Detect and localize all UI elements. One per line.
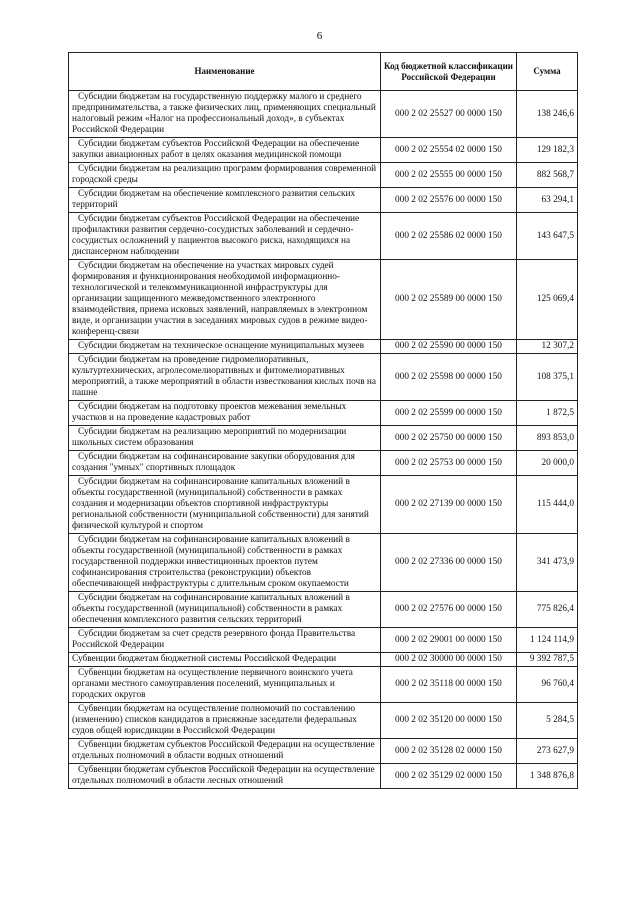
row-code-cell: 000 2 02 29001 00 0000 150: [381, 628, 517, 653]
row-sum-cell: 273 627,9: [517, 739, 578, 764]
table-row: [69, 592, 578, 628]
row-code-cell: 000 2 02 35118 00 0000 150: [381, 667, 517, 703]
row-code-cell: 000 2 02 30000 00 0000 150: [381, 653, 517, 667]
row-sum-cell: 138 246,6: [517, 91, 578, 138]
row-sum-cell: 20 000,0: [517, 451, 578, 476]
table-row: [69, 138, 578, 163]
row-code-cell: 000 2 02 25753 00 0000 150: [381, 451, 517, 476]
row-name-cell: Субсидии бюджетам на софинансирование капитальных вложений в объекты государственной (муниципальной) собственности в рамках создания и модернизации объектов спортивной инфраструктуры региональной собственности (муниципальной собственности) для занятий физической культурой и спортом: [69, 476, 381, 534]
table-row: [69, 401, 578, 426]
page-number: 6: [316, 30, 323, 42]
row-name-cell: Субсидии бюджетам за счет средств резервного фонда Правительства Российской Федерации: [69, 628, 381, 653]
row-sum-cell: 893 853,0: [517, 426, 578, 451]
row-sum-cell: 115 444,0: [517, 476, 578, 534]
row-sum-cell: 1 348 876,8: [517, 764, 578, 789]
row-name-cell: Субсидии бюджетам на техническое оснащение муниципальных музеев: [69, 340, 381, 354]
row-sum-cell: 1 124 114,9: [517, 628, 578, 653]
row-sum-cell: 143 647,5: [517, 213, 578, 260]
table-row: [69, 163, 578, 188]
row-name-cell: Субсидии бюджетам на подготовку проектов межевания земельных участков и на проведение кадастровых работ: [69, 401, 381, 426]
row-sum-cell: 775 826,4: [517, 592, 578, 628]
row-sum-cell: 96 760,4: [517, 667, 578, 703]
row-code-cell: 000 2 02 25598 00 0000 150: [381, 354, 517, 401]
row-name-cell: Субсидии бюджетам на реализацию программ формирования современной городской среды: [69, 163, 381, 188]
budget-revenue-table: [68, 52, 578, 789]
row-code-cell: 000 2 02 35128 02 0000 150: [381, 739, 517, 764]
header-code: Код бюджетной классификации Российской Федерации: [381, 53, 517, 91]
row-sum-cell: 341 473,9: [517, 534, 578, 592]
row-sum-cell: 125 069,4: [517, 260, 578, 340]
table-row: [69, 534, 578, 592]
table-row: [69, 188, 578, 213]
row-name-cell: Субвенции бюджетам на осуществление полномочий по составлению (изменению) списков кандидатов в присяжные заседатели федеральных судов общей юрисдикции в Российской Федерации: [69, 703, 381, 739]
row-code-cell: 000 2 02 25750 00 0000 150: [381, 426, 517, 451]
header-sum: Сумма: [517, 53, 578, 91]
row-name-cell: Субсидии бюджетам на государственную поддержку малого и среднего предпринимательства, а также физических лиц, применяющих специальный налоговый режим «Налог на профессиональный доход», в субъектах Российской Федерации: [69, 91, 381, 138]
table-row: [69, 628, 578, 653]
table-row: [69, 667, 578, 703]
row-name-cell: Субсидии бюджетам на реализацию мероприятий по модернизации школьных систем образования: [69, 426, 381, 451]
row-code-cell: 000 2 02 25555 00 0000 150: [381, 163, 517, 188]
row-code-cell: 000 2 02 35120 00 0000 150: [381, 703, 517, 739]
row-sum-cell: 129 182,3: [517, 138, 578, 163]
row-name-cell: Субвенции бюджетам бюджетной системы Российской Федерации: [69, 653, 381, 667]
row-code-cell: 000 2 02 25527 00 0000 150: [381, 91, 517, 138]
row-sum-cell: 9 392 787,5: [517, 653, 578, 667]
row-code-cell: 000 2 02 25576 00 0000 150: [381, 188, 517, 213]
table-row: [69, 426, 578, 451]
row-name-cell: Субвенции бюджетам на осуществление первичного воинского учета органами местного самоуправления поселений, муниципальных и городских округов: [69, 667, 381, 703]
row-name-cell: Субсидии бюджетам на софинансирование капитальных вложений в объекты государственной (муниципальной) собственности в рамках государственной поддержки инвестиционных проектов путем софинансирования строительства (реконструкции) объектов обеспечивающей инфраструктуры с длительным сроком окупаемости: [69, 534, 381, 592]
row-name-cell: Субвенции бюджетам субъектов Российской Федерации на осуществление отдельных полномочий в области лесных отношений: [69, 764, 381, 789]
row-name-cell: Субсидии бюджетам на софинансирование капитальных вложений в объекты государственной (муниципальной) собственности в рамках обеспечения комплексного развития сельских территорий: [69, 592, 381, 628]
table-header-row: [69, 53, 578, 91]
table-row: [69, 739, 578, 764]
row-name-cell: Субсидии бюджетам на проведение гидромелиоративных, культуртехнических, агролесомелиоративных и фитомелиоративных мероприятий, а также мероприятий в области известкования кислых почв на пашне: [69, 354, 381, 401]
row-code-cell: 000 2 02 25589 00 0000 150: [381, 260, 517, 340]
row-sum-cell: 63 294,1: [517, 188, 578, 213]
table-row: [69, 213, 578, 260]
row-name-cell: Субсидии бюджетам на обеспечение комплексного развития сельских территорий: [69, 188, 381, 213]
table-row: [69, 340, 578, 354]
table-row: [69, 476, 578, 534]
row-code-cell: 000 2 02 35129 02 0000 150: [381, 764, 517, 789]
row-name-cell: Субсидии бюджетам субъектов Российской Федерации на обеспечение профилактики развития сердечно-сосудистых заболеваний и сердечно-сосудистых осложнений у пациентов высокого риска, находящихся на диспансерном наблюдении: [69, 213, 381, 260]
row-sum-cell: 882 568,7: [517, 163, 578, 188]
table-row: [69, 764, 578, 789]
row-code-cell: 000 2 02 25554 02 0000 150: [381, 138, 517, 163]
row-code-cell: 000 2 02 25590 00 0000 150: [381, 340, 517, 354]
row-name-cell: Субвенции бюджетам субъектов Российской Федерации на осуществление отдельных полномочий в области водных отношений: [69, 739, 381, 764]
row-name-cell: Субсидии бюджетам на софинансирование закупки оборудования для создания "умных" спортивных площадок: [69, 451, 381, 476]
row-code-cell: 000 2 02 27336 00 0000 150: [381, 534, 517, 592]
table-row: [69, 91, 578, 138]
row-code-cell: 000 2 02 27576 00 0000 150: [381, 592, 517, 628]
table-row: [69, 354, 578, 401]
header-name: Наименование: [69, 53, 381, 91]
row-code-cell: 000 2 02 27139 00 0000 150: [381, 476, 517, 534]
row-sum-cell: 12 307,2: [517, 340, 578, 354]
table-row: [69, 451, 578, 476]
row-sum-cell: 108 375,1: [517, 354, 578, 401]
row-sum-cell: 5 284,5: [517, 703, 578, 739]
row-code-cell: 000 2 02 25599 00 0000 150: [381, 401, 517, 426]
row-sum-cell: 1 872,5: [517, 401, 578, 426]
table-row: [69, 703, 578, 739]
row-code-cell: 000 2 02 25586 02 0000 150: [381, 213, 517, 260]
row-name-cell: Субсидии бюджетам субъектов Российской Федерации на обеспечение закупки авиационных работ в целях оказания медицинской помощи: [69, 138, 381, 163]
table-row: [69, 653, 578, 667]
table-row: [69, 260, 578, 340]
row-name-cell: Субсидии бюджетам на обеспечение на участках мировых судей формирования и функционирования необходимой информационно-технологической и телекоммуникационной инфраструктуры для организации защищенного межведомственного электронного взаимодействия, приема исковых заявлений, направляемых в электронном виде, и организации участия в заседаниях мировых судов в режиме видео-конференц-связи: [69, 260, 381, 340]
